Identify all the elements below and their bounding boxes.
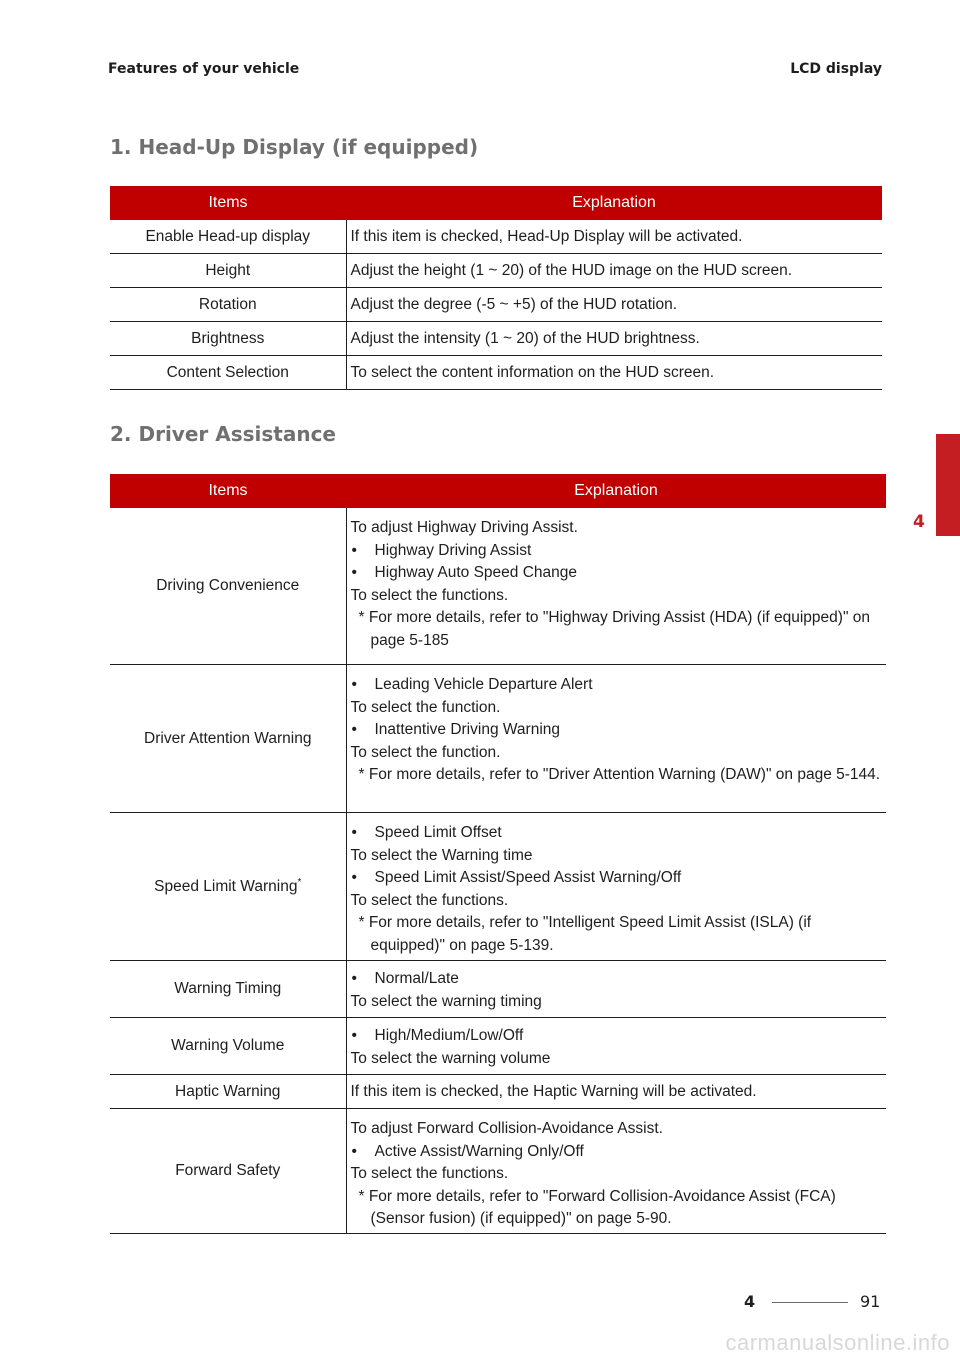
row-item: Enable Head-up display — [110, 220, 346, 254]
row-explanation — [346, 813, 886, 961]
explanation-bullet: • Leading Vehicle Departure Alert — [351, 674, 883, 697]
explanation-line: To select the functions. — [350, 586, 509, 604]
row-item: Driver Attention Warning — [110, 665, 346, 813]
row-explanation: Adjust the height (1 ~ 20) of the HUD image on the HUD screen. — [346, 254, 882, 288]
row-item: Forward Safety — [110, 1109, 346, 1234]
reference-note: * For more details, refer to "Highway Driving Assist (HDA) (if equipped)" on page 5-185 — [358, 609, 870, 649]
row-explanation: Adjust the intensity (1 ~ 20) of the HUD brightness. — [346, 322, 882, 356]
table-row — [110, 254, 882, 288]
reference-note: * For more details, refer to "Driver Attention Warning (DAW)" on page 5-144. — [358, 766, 881, 783]
section-title-head-up-display: 1. Head-Up Display (if equipped) — [110, 135, 479, 159]
explanation-line: To adjust Forward Collision-Avoidance Assist. — [350, 1120, 663, 1137]
explanation-line: To select the functions. — [350, 1165, 509, 1182]
row-explanation — [346, 1109, 886, 1234]
table-row — [110, 813, 886, 961]
row-explanation — [346, 961, 886, 1018]
chapter-side-tab — [936, 434, 960, 536]
reference-note: * For more details, refer to "Forward Collision-Avoidance Assist (FCA) (Sensor fusion) (if equipped)" on page 5-90. — [358, 1187, 836, 1227]
watermark: carmanualsonline.info — [725, 1330, 950, 1355]
row-item: Warning Timing — [110, 961, 346, 1018]
row-item: Content Selection — [110, 356, 346, 390]
running-header-topic: LCD display — [790, 61, 882, 77]
row-item: Brightness — [110, 322, 346, 356]
explanation-bullet: • Speed Limit Assist/Speed Assist Warning/Off — [351, 867, 883, 890]
row-explanation: If this item is checked, Head-Up Display will be activated. — [346, 220, 882, 254]
explanation-line: To select the function. — [350, 698, 501, 716]
row-item: Height — [110, 254, 346, 288]
row-explanation — [346, 665, 886, 813]
footer-divider — [772, 1302, 848, 1303]
explanation-line: To select the warning volume — [350, 1049, 551, 1067]
row-explanation — [346, 1018, 886, 1075]
table-row — [110, 1018, 886, 1075]
row-item: Warning Volume — [110, 1018, 346, 1075]
row-explanation — [346, 508, 886, 665]
column-header-items: Items — [110, 186, 346, 220]
row-item: Rotation — [110, 288, 346, 322]
row-item-label: Speed Limit Warning — [154, 877, 298, 895]
explanation-line: To adjust Highway Driving Assist. — [350, 519, 578, 536]
table-row — [110, 665, 886, 813]
running-header-section: Features of your vehicle — [108, 61, 300, 77]
section-title-driver-assistance: 2. Driver Assistance — [110, 422, 336, 446]
column-header-explanation: Explanation — [346, 474, 886, 508]
head-up-display-table — [110, 186, 882, 390]
explanation-bullet: • Highway Auto Speed Change — [351, 562, 883, 585]
row-explanation: If this item is checked, the Haptic Warning will be activated. — [346, 1075, 886, 1109]
table-row — [110, 322, 882, 356]
reference-note: * For more details, refer to "Intelligent Speed Limit Assist (ISLA) (if equipped)" on page 5-139. — [358, 914, 812, 954]
explanation-line: To select the Warning time — [350, 846, 533, 864]
column-header-explanation: Explanation — [346, 186, 882, 220]
row-item: Haptic Warning — [110, 1075, 346, 1109]
row-item: Driving Convenience — [110, 508, 346, 665]
row-explanation: To select the content information on the HUD screen. — [346, 356, 882, 390]
chapter-side-number: 4 — [913, 512, 925, 532]
table-row — [110, 1075, 886, 1109]
table-row — [110, 961, 886, 1018]
explanation-line: To select the function. — [350, 743, 501, 761]
footer-chapter-number: 4 — [744, 1292, 756, 1311]
table-row — [110, 508, 886, 665]
explanation-bullet: • Highway Driving Assist — [351, 540, 883, 563]
driver-assistance-table — [110, 474, 886, 1234]
explanation-line: To select the functions. — [350, 891, 509, 909]
row-item — [110, 813, 346, 961]
table-row — [110, 356, 882, 390]
table-row — [110, 1109, 886, 1234]
table-row — [110, 220, 882, 254]
table-row — [110, 288, 882, 322]
explanation-bullet: • Speed Limit Offset — [351, 822, 883, 845]
explanation-bullet: • Normal/Late — [351, 968, 883, 991]
row-explanation: Adjust the degree (-5 ~ +5) of the HUD rotation. — [346, 288, 882, 322]
column-header-items: Items — [110, 474, 346, 508]
footnote-mark: * — [297, 876, 302, 888]
explanation-line: To select the warning timing — [350, 992, 542, 1010]
footer-page-number: 91 — [860, 1292, 881, 1311]
explanation-bullet: • High/Medium/Low/Off — [351, 1025, 883, 1048]
explanation-bullet: • Inattentive Driving Warning — [351, 719, 883, 742]
explanation-bullet: • Active Assist/Warning Only/Off — [351, 1141, 883, 1164]
